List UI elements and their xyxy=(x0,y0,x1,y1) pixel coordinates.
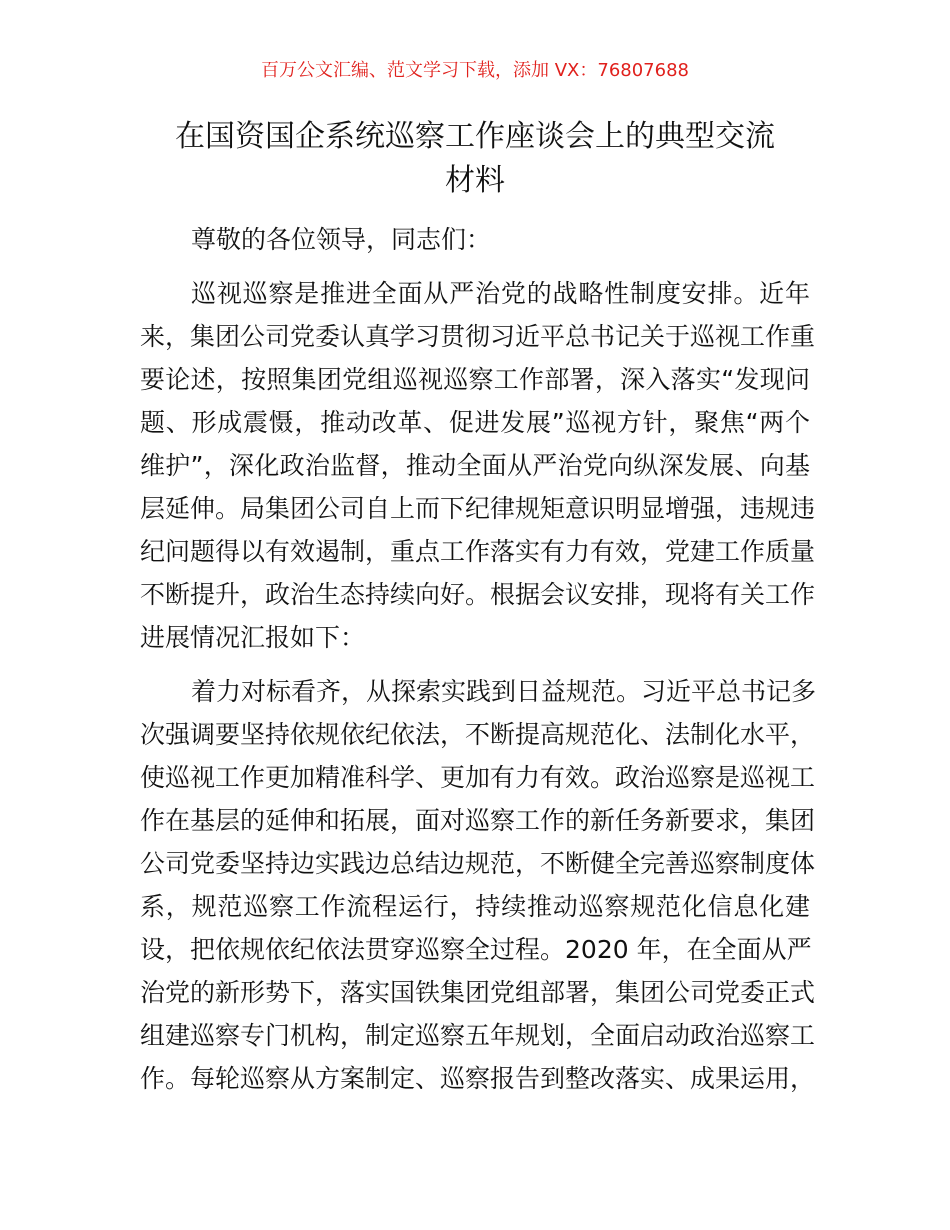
paragraph-line: 着力对标看齐，从探索实践到日益规范。习近平总书记多 xyxy=(191,677,817,706)
paragraph-line: 层延伸。局集团公司自上而下纪律规矩意识明显增强，违规违 xyxy=(140,494,816,523)
paragraph xyxy=(140,272,816,659)
document-body xyxy=(140,218,817,1111)
paragraph xyxy=(140,670,817,1100)
paragraph-line: 题、形成震慑，推动改革、促进发展”巡视方针，聚焦“两个 xyxy=(140,408,810,437)
paragraph-line: 要论述，按照集团党组巡视巡察工作部署，深入落实“发现问 xyxy=(140,365,810,394)
paragraph-line: 作在基层的延伸和拓展，面对巡察工作的新任务新要求，集团 xyxy=(140,806,816,835)
paragraph-line: 系，规范巡察工作流程运行，持续推动巡察规范化信息化建 xyxy=(140,892,810,921)
paragraph-line: 治党的新形势下，落实国铁集团党组部署，集团公司党委正式 xyxy=(140,978,816,1007)
greeting xyxy=(140,218,810,261)
title-line: 材料 xyxy=(445,163,505,198)
paragraph-line: 次强调要坚持依规依纪依法，不断提高规范化、法制化水平， xyxy=(140,720,816,749)
document-title xyxy=(140,115,810,203)
paragraph-line: 作。每轮巡察从方案制定、巡察报告到整改落实、成果运用， xyxy=(140,1064,816,1093)
paragraph-line: 进展情况汇报如下： xyxy=(140,623,366,652)
greeting-text: 尊敬的各位领导，同志们： xyxy=(191,225,492,254)
paragraph-line: 设，把依规依纪依法贯穿巡察全过程。2020 年，在全面从严 xyxy=(140,935,812,964)
watermark-banner: 百万公文汇编、范文学习下载，添加 VX：76807688 xyxy=(261,60,689,81)
paragraph-line: 不断提升，政治生态持续向好。根据会议安排，现将有关工作 xyxy=(140,580,816,609)
paragraph-line: 维护”，深化政治监督，推动全面从严治党向纵深发展、向基 xyxy=(140,451,810,480)
paragraph-line: 公司党委坚持边实践边总结边规范，不断健全完善巡察制度体 xyxy=(140,849,816,878)
paragraph-line: 来，集团公司党委认真学习贯彻习近平总书记关于巡视工作重 xyxy=(140,322,816,351)
title-line: 在国资国企系统巡察工作座谈会上的典型交流 xyxy=(175,119,775,154)
paragraph-line: 巡视巡察是推进全面从严治党的战略性制度安排。近年 xyxy=(191,279,810,308)
paragraph-line: 使巡视工作更加精准科学、更加有力有效。政治巡察是巡视工 xyxy=(140,763,816,792)
paragraph-line: 纪问题得以有效遏制，重点工作落实有力有效，党建工作质量 xyxy=(140,537,816,566)
paragraph-line: 组建巡察专门机构，制定巡察五年规划，全面启动政治巡察工 xyxy=(140,1021,816,1050)
